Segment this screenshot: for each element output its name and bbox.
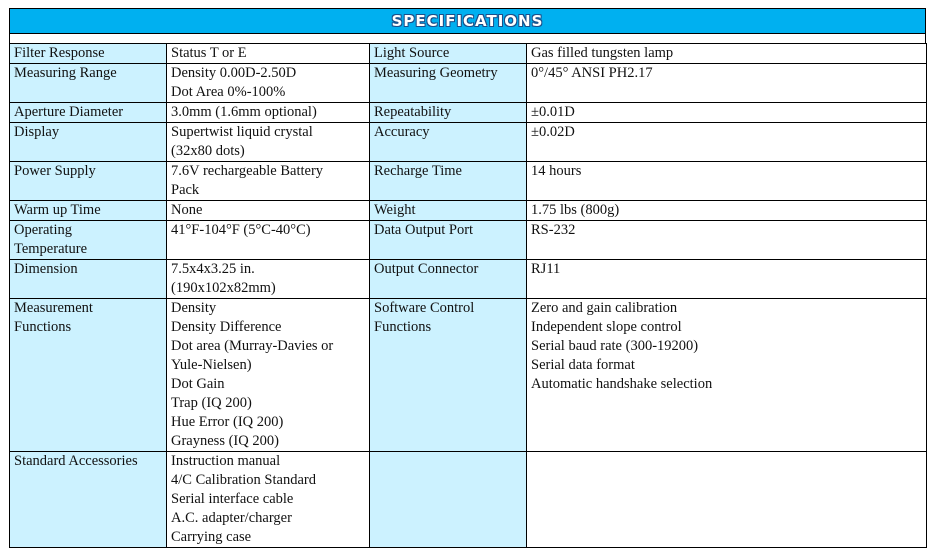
spec-label-cell <box>10 44 167 64</box>
spec-value-line: (190x102x82mm) <box>171 280 276 296</box>
spec-label-line: Software Control <box>374 300 475 316</box>
banner-spacer <box>9 33 926 43</box>
spec-label-line: Recharge Time <box>374 163 462 179</box>
spec-label-line: Temperature <box>14 241 88 257</box>
spec-value-line: Serial data format <box>531 357 635 373</box>
spec-label-line: Functions <box>14 319 72 335</box>
spec-value-cell <box>527 162 927 201</box>
spec-label-cell <box>10 299 167 452</box>
spec-value-cell <box>167 64 370 103</box>
spec-label-cell <box>370 299 527 452</box>
spec-value-line: Automatic handshake selection <box>531 376 713 392</box>
spec-value-cell <box>167 44 370 64</box>
spec-label-line: Dimension <box>14 261 78 277</box>
spec-label-cell <box>10 221 167 260</box>
spec-value-cell <box>527 103 927 123</box>
spec-value-cell <box>167 201 370 221</box>
specifications-body <box>10 44 927 548</box>
spec-label-cell <box>370 64 527 103</box>
table-row <box>10 123 927 162</box>
spec-label-cell <box>370 44 527 64</box>
spec-label-line: Warm up Time <box>14 202 101 218</box>
spec-value-cell <box>527 299 927 452</box>
spec-label-line: Measuring Range <box>14 65 117 81</box>
spec-value-line: None <box>171 202 203 218</box>
spec-value-cell <box>167 299 370 452</box>
spec-label-cell <box>370 221 527 260</box>
spec-value-cell <box>527 260 927 299</box>
spec-value-line: Carrying case <box>171 529 252 545</box>
spec-value-line: Dot Area 0%-100% <box>171 84 286 100</box>
spec-value-line: ±0.01D <box>531 104 575 120</box>
spec-label-line: Repeatability <box>374 104 452 120</box>
spec-value-line: RS-232 <box>531 222 576 238</box>
spec-label-line: Data Output Port <box>374 222 474 238</box>
spec-value-line: Dot Gain <box>171 376 225 392</box>
spec-value-line: Status T or E <box>171 45 247 61</box>
spec-value-line: Supertwist liquid crystal <box>171 124 313 140</box>
spec-value-line: Density <box>171 300 217 316</box>
spec-value-line: 14 hours <box>531 163 582 179</box>
spec-label-cell <box>370 103 527 123</box>
spec-label-cell <box>370 201 527 221</box>
spec-value-line: 7.5x4x3.25 in. <box>171 261 255 277</box>
spec-value-cell <box>527 201 927 221</box>
table-row <box>10 162 927 201</box>
spec-value-line: Zero and gain calibration <box>531 300 678 316</box>
spec-value-line: Grayness (IQ 200) <box>171 433 279 449</box>
table-row <box>10 103 927 123</box>
spec-value-line: A.C. adapter/charger <box>171 510 292 526</box>
table-row <box>10 201 927 221</box>
spec-value-cell <box>167 221 370 260</box>
table-row <box>10 221 927 260</box>
spec-value-line: 4/C Calibration Standard <box>171 472 316 488</box>
spec-value-line: Trap (IQ 200) <box>171 395 252 411</box>
spec-value-line: Independent slope control <box>531 319 682 335</box>
spec-value-line: Hue Error (IQ 200) <box>171 414 284 430</box>
spec-value-cell <box>527 64 927 103</box>
table-row <box>10 299 927 452</box>
spec-label-line: Standard Accessories <box>14 453 138 469</box>
specifications-banner <box>9 8 926 33</box>
spec-value-line: Density Difference <box>171 319 282 335</box>
spec-value-line: Serial baud rate (300-19200) <box>531 338 699 354</box>
spec-value-line: 0°/45° ANSI PH2.17 <box>531 65 653 81</box>
spec-label-cell <box>10 103 167 123</box>
spec-label-cell <box>10 260 167 299</box>
spec-value-line: Yule-Nielsen) <box>171 357 252 373</box>
spec-value-cell <box>167 103 370 123</box>
table-row <box>10 64 927 103</box>
spec-label-line: Power Supply <box>14 163 96 179</box>
table-row <box>10 260 927 299</box>
spec-value-cell <box>167 260 370 299</box>
specifications-table <box>9 43 927 548</box>
spec-value-cell <box>527 44 927 64</box>
spec-label-line: Measuring Geometry <box>374 65 498 81</box>
spec-value-line: 3.0mm (1.6mm optional) <box>171 104 317 120</box>
spec-label-cell <box>370 260 527 299</box>
spec-value-line: (32x80 dots) <box>171 143 245 159</box>
spec-label-cell <box>10 201 167 221</box>
table-row <box>10 44 927 64</box>
spec-value-line: RJ11 <box>531 261 561 277</box>
spec-label-line: Functions <box>374 319 432 335</box>
spec-value-cell <box>527 221 927 260</box>
spec-value-line: 41°F-104°F (5°C-40°C) <box>171 222 311 238</box>
spec-value-line: Gas filled tungsten lamp <box>531 45 674 61</box>
spec-value-cell <box>527 452 927 548</box>
spec-value-line: Serial interface cable <box>171 491 294 507</box>
spec-value-line: 1.75 lbs (800g) <box>531 202 620 218</box>
spec-value-cell <box>167 452 370 548</box>
spec-value-line: Density 0.00D-2.50D <box>171 65 297 81</box>
spec-value-line: 7.6V rechargeable Battery <box>171 163 324 179</box>
spec-label-cell <box>370 452 527 548</box>
spec-value-line: ±0.02D <box>531 124 575 140</box>
spec-value-line: Pack <box>171 182 200 198</box>
spec-label-line: Filter Response <box>14 45 105 61</box>
banner-title: SPECIFICATIONS <box>391 12 544 30</box>
spec-value-line: Dot area (Murray-Davies or <box>171 338 334 354</box>
spec-label-line: Display <box>14 124 60 140</box>
spec-value-cell <box>527 123 927 162</box>
spec-label-cell <box>10 123 167 162</box>
spec-sheet <box>9 8 926 548</box>
spec-label-line: Aperture Diameter <box>14 104 124 120</box>
spec-label-line: Output Connector <box>374 261 479 277</box>
spec-label-cell <box>10 64 167 103</box>
spec-label-line: Weight <box>374 202 416 218</box>
spec-label-cell <box>10 452 167 548</box>
spec-label-line: Light Source <box>374 45 450 61</box>
spec-label-line: Measurement <box>14 300 93 316</box>
spec-label-cell <box>370 162 527 201</box>
spec-value-line: Instruction manual <box>171 453 281 469</box>
spec-value-cell <box>167 123 370 162</box>
spec-label-line: Operating <box>14 222 72 238</box>
spec-value-cell <box>167 162 370 201</box>
spec-label-line: Accuracy <box>374 124 430 140</box>
spec-label-cell <box>370 123 527 162</box>
table-row <box>10 452 927 548</box>
spec-label-cell <box>10 162 167 201</box>
